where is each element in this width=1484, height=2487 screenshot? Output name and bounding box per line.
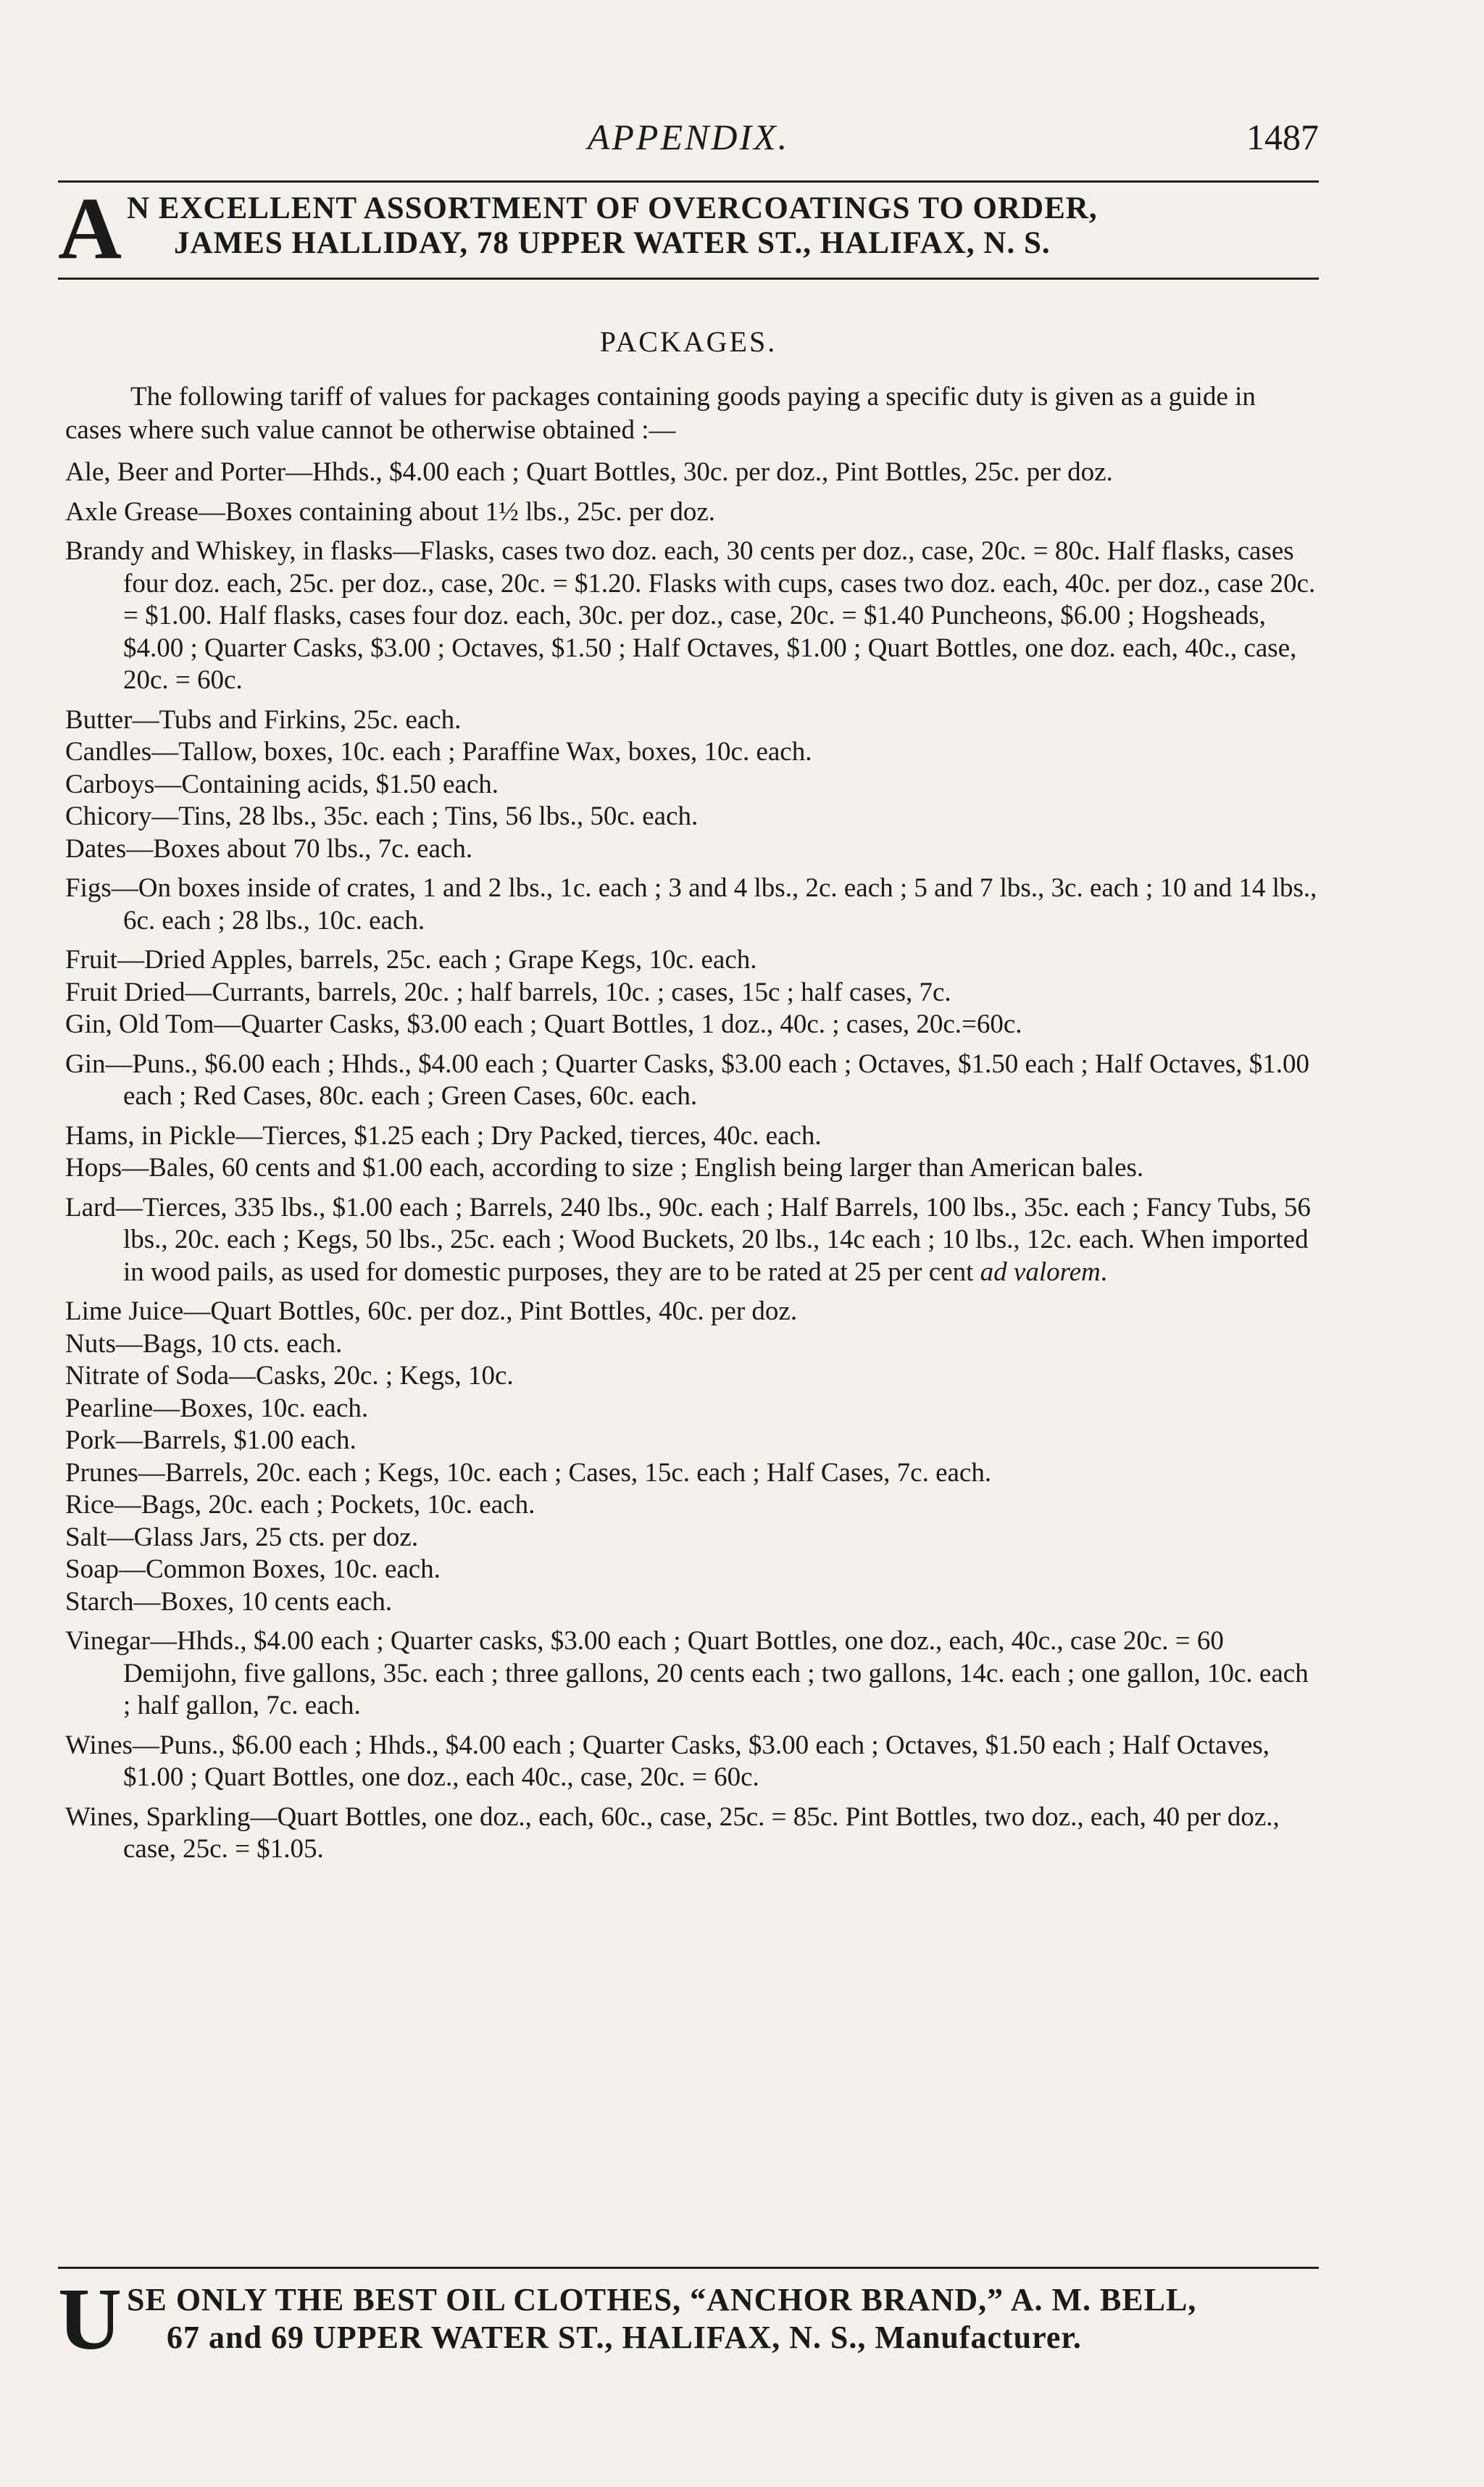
entry-term: Carboys bbox=[65, 769, 155, 799]
entry-dash: — bbox=[105, 1049, 133, 1079]
entry-dash: — bbox=[151, 737, 179, 767]
entry-term: Nitrate of Soda bbox=[65, 1361, 230, 1391]
entry-term: Figs bbox=[65, 873, 112, 903]
list-item bbox=[65, 1009, 1319, 1041]
entry-text: Puns., $6.00 each ; Hhds., $4.00 each ; Quarter Casks, $3.00 each ; Octaves, $1.50 each ; Half Octaves, $1.00 each ; Red Cases, 80c. each ; Green Cases, 60c. each. bbox=[123, 1049, 1309, 1111]
list-item bbox=[65, 704, 1319, 737]
entry-dash: — bbox=[107, 1522, 134, 1552]
list-item bbox=[65, 1625, 1319, 1722]
entry-term: Fruit Dried bbox=[65, 977, 186, 1007]
running-title: APPENDIX. bbox=[587, 117, 790, 157]
entry-term: Starch bbox=[65, 1586, 134, 1617]
entry-dash: — bbox=[132, 704, 159, 735]
entry-italic-term: ad valorem bbox=[980, 1257, 1101, 1287]
entry-dash: — bbox=[185, 977, 212, 1007]
top-ad-line-2: JAMES HALLIDAY, 78 UPPER WATER ST., HALIFAX, N. S. bbox=[174, 226, 1051, 260]
list-item bbox=[65, 1586, 1319, 1619]
entry-text: Hhds., $4.00 each ; Quarter casks, $3.00 each ; Quart Bottles, one doz., each, 40c., case 20c. = 60 Demijohn, five gallons, 35c. each ; three gallons, 20 cents each ; two gallons, 14c. each ; one gallon, 10c. each ; half gallon, 7c. each. bbox=[123, 1626, 1309, 1720]
entry-term: Prunes bbox=[65, 1457, 138, 1488]
entry-term: Butter bbox=[65, 704, 133, 735]
list-item bbox=[65, 1152, 1319, 1185]
top-ad-line-1: N EXCELLENT ASSORTMENT OF OVERCOATINGS TO ORDER, bbox=[127, 191, 1098, 225]
entry-dash: — bbox=[133, 1730, 160, 1760]
entry-text: Flasks, cases two doz. each, 30 cents per doz., case, 20c. = 80c. Half flasks, cases four doz. each, 25c. per doz., case, 20c. = $1.20. Flasks with cups, cases two doz. each, 40c. per doz., case 20c. = $1.00. Half flasks, cases four doz. each, 30c. per doz., case, 20c. = $1.40 Puncheons, $6.00 ; Hogsheads, $4.00 ; Quarter Casks, $3.00 ; Octaves, $1.50 ; Half Octaves, $1.00 ; Quart Bottles, one doz. each, 40c., case, 20c. = 60c. bbox=[123, 536, 1316, 695]
bottom-ad-rule-upper bbox=[58, 2267, 1319, 2269]
entry-term: Axle Grease bbox=[65, 496, 199, 527]
entry-term: Pearline bbox=[65, 1393, 154, 1423]
entry-dash: — bbox=[133, 1586, 161, 1617]
entry-text: Tubs and Firkins, 25c. each. bbox=[159, 704, 462, 735]
entry-term: Gin, Old Tom bbox=[65, 1009, 214, 1039]
entry-text: Quart Bottles, 60c. per doz., Pint Bottles, 40c. per doz. bbox=[210, 1296, 798, 1326]
entry-term: Fruit bbox=[65, 945, 117, 975]
entry-text: Glass Jars, 25 cts. per doz. bbox=[133, 1522, 419, 1552]
list-item bbox=[65, 872, 1319, 937]
entry-text: Quarter Casks, $3.00 each ; Quart Bottles, 1 doz., 40c. ; cases, 20c.=60c. bbox=[241, 1009, 1022, 1039]
entry-dash: — bbox=[235, 1120, 263, 1151]
entry-dash: — bbox=[126, 833, 154, 864]
bottom-ad-line-1: SE ONLY THE BEST OIL CLOTHES, “ANCHOR BRAND,” A. M. BELL, bbox=[127, 2282, 1197, 2317]
list-item bbox=[65, 1393, 1319, 1425]
entry-text: Hhds., $4.00 each ; Quart Bottles, 30c. per doz., Pint Bottles, 25c. per doz. bbox=[312, 457, 1113, 487]
list-item bbox=[65, 1425, 1319, 1457]
entry-text: Barrels, $1.00 each. bbox=[142, 1425, 357, 1455]
list-item bbox=[65, 801, 1319, 833]
running-head bbox=[58, 116, 1319, 174]
entry-dash: — bbox=[114, 1490, 141, 1520]
bottom-ad-drop-letter: U bbox=[58, 2270, 122, 2368]
entry-term: Gin bbox=[65, 1049, 106, 1079]
entry-dash: — bbox=[115, 1192, 143, 1222]
entry-text: Dried Apples, barrels, 25c. each ; Grape Kegs, 10c. each. bbox=[143, 945, 757, 975]
entry-term: Lime Juice bbox=[65, 1296, 184, 1326]
entry-text: Currants, barrels, 20c. ; half barrels, 10c. ; cases, 15c ; half cases, 7c. bbox=[212, 977, 951, 1007]
entry-text: Containing acids, $1.50 each. bbox=[181, 769, 499, 799]
entry-dash: — bbox=[151, 801, 179, 831]
entry-dash: — bbox=[149, 1626, 177, 1656]
entry-text: Bags, 20c. each ; Pockets, 10c. each. bbox=[141, 1490, 535, 1520]
entry-dash: — bbox=[229, 1361, 257, 1391]
list-item bbox=[65, 1554, 1319, 1586]
entry-text: Common Boxes, 10c. each. bbox=[146, 1554, 441, 1584]
entry-term: Ale, Beer and Porter bbox=[65, 457, 286, 487]
list-item bbox=[65, 736, 1319, 769]
entry-term: Chicory bbox=[65, 801, 152, 831]
entry-dash: — bbox=[250, 1801, 278, 1832]
entry-term: Wines bbox=[65, 1730, 133, 1760]
section-title: PACKAGES. bbox=[599, 325, 778, 358]
entry-dash: — bbox=[138, 1457, 165, 1488]
top-ad-rule-upper bbox=[58, 180, 1319, 183]
list-item bbox=[65, 1522, 1319, 1554]
bottom-ad-line-2: 67 and 69 UPPER WATER ST., HALIFAX, N. S., Manufacturer. bbox=[167, 2320, 1082, 2355]
list-item bbox=[65, 1360, 1319, 1393]
list-item bbox=[65, 769, 1319, 801]
entry-dash: — bbox=[122, 1153, 149, 1183]
entry-text: Bags, 10 cts. each. bbox=[142, 1328, 343, 1359]
entry-dash: — bbox=[111, 873, 138, 903]
entry-text: Boxes, 10 cents each. bbox=[160, 1586, 393, 1617]
top-advertisement bbox=[58, 180, 1319, 290]
list-item bbox=[65, 1730, 1319, 1794]
entry-term: Wines, Sparkling bbox=[65, 1801, 251, 1832]
entry-term: Candles bbox=[65, 737, 152, 767]
entry-term: Vinegar bbox=[65, 1626, 150, 1656]
entry-text: Casks, 20c. ; Kegs, 10c. bbox=[256, 1361, 514, 1391]
entry-text: Quart Bottles, one doz., each, 60c., case, 25c. = 85c. Pint Bottles, two doz., each, 40 per doz., case, 25c. = $1.05. bbox=[123, 1801, 1280, 1864]
entry-text: On boxes inside of crates, 1 and 2 lbs., 1c. each ; 3 and 4 lbs., 2c. each ; 5 and 7 lbs., 3c. each ; 10 and 14 lbs., 6c. each ; 28 lbs., 10c. each. bbox=[123, 873, 1317, 936]
entry-dash: — bbox=[198, 496, 225, 527]
entry-term: Hops bbox=[65, 1153, 122, 1183]
entry-text: Tierces, $1.25 each ; Dry Packed, tierces, 40c. each. bbox=[262, 1120, 822, 1151]
entry-text: Tallow, boxes, 10c. each ; Paraffine Wax, boxes, 10c. each. bbox=[178, 737, 812, 767]
list-item bbox=[65, 944, 1319, 977]
list-item bbox=[65, 1192, 1319, 1289]
list-item bbox=[65, 1457, 1319, 1490]
list-item bbox=[65, 833, 1319, 866]
tariff-entries-list bbox=[65, 457, 1319, 1873]
entry-term: Hams, in Pickle bbox=[65, 1120, 236, 1151]
list-item bbox=[65, 1801, 1319, 1866]
entry-text: Barrels, 20c. each ; Kegs, 10c. each ; Cases, 15c. each ; Half Cases, 7c. each. bbox=[164, 1457, 992, 1488]
list-item bbox=[65, 1328, 1319, 1361]
entry-text: Bales, 60 cents and $1.00 each, according to size ; English being larger than American bales. bbox=[149, 1153, 1144, 1183]
page bbox=[58, 0, 1319, 2487]
list-item bbox=[65, 977, 1319, 1009]
list-item bbox=[65, 1296, 1319, 1328]
list-item bbox=[65, 536, 1319, 697]
entry-text: Boxes containing about 1½ lbs., 25c. per doz. bbox=[225, 496, 716, 527]
entry-term: Nuts bbox=[65, 1328, 116, 1359]
list-item bbox=[65, 457, 1319, 489]
top-ad-drop-letter: A bbox=[58, 180, 122, 278]
section-intro: The following tariff of values for packages containing goods paying a specific duty is given as a guide in cases where such value cannot be otherwise obtained :— bbox=[65, 382, 1256, 445]
entry-term: Soap bbox=[65, 1554, 119, 1584]
entry-term: Dates bbox=[65, 833, 127, 864]
entry-dash: — bbox=[153, 1393, 180, 1423]
entry-dash: — bbox=[214, 1009, 241, 1039]
list-item bbox=[65, 1049, 1319, 1113]
entry-term: Salt bbox=[65, 1522, 107, 1552]
entry-text: Puns., $6.00 each ; Hhds., $4.00 each ; Quarter Casks, $3.00 each ; Octaves, $1.50 each ; Half Octaves, $1.00 ; Quart Bottles, one doz., each 40c., case, 20c. = 60c. bbox=[123, 1730, 1270, 1792]
entry-text: Tins, 28 lbs., 35c. each ; Tins, 56 lbs., 50c. each. bbox=[178, 801, 699, 831]
list-item bbox=[65, 1120, 1319, 1153]
entry-dash: — bbox=[285, 457, 313, 487]
entry-dash: — bbox=[119, 1554, 146, 1584]
entry-dash: — bbox=[154, 769, 182, 799]
entry-text: Boxes, 10c. each. bbox=[180, 1393, 369, 1423]
entry-dash: — bbox=[117, 945, 144, 975]
entry-text: Tierces, 335 lbs., $1.00 each ; Barrels, 240 lbs., 90c. each ; Half Barrels, 100 lbs., 35c. each ; Fancy Tubs, 56 lbs., 20c. each ; Kegs, 50 lbs., 25c. each ; Wood Buckets, 20 lbs., 14c each ; 10 lbs., 12c. each. When imported in wood pails, as used for domestic purposes, they are to be rated at 25 per cent bbox=[123, 1192, 1311, 1287]
entry-dash: — bbox=[115, 1425, 143, 1455]
page-number: 1487 bbox=[1246, 117, 1319, 157]
entry-term: Brandy and Whiskey, in flasks bbox=[65, 536, 393, 566]
entry-dash: — bbox=[115, 1328, 143, 1359]
list-item bbox=[65, 1489, 1319, 1522]
entry-dash: — bbox=[183, 1296, 211, 1326]
top-ad-rule-lower bbox=[58, 278, 1319, 280]
entry-tail-end: . bbox=[1100, 1257, 1108, 1287]
list-item bbox=[65, 496, 1319, 529]
entry-term: Rice bbox=[65, 1490, 114, 1520]
entry-term: Lard bbox=[65, 1192, 116, 1222]
bottom-advertisement bbox=[58, 2270, 1319, 2370]
entry-term: Pork bbox=[65, 1425, 116, 1455]
entry-text: Boxes about 70 lbs., 7c. each. bbox=[153, 833, 473, 864]
entry-dash: — bbox=[393, 536, 420, 566]
